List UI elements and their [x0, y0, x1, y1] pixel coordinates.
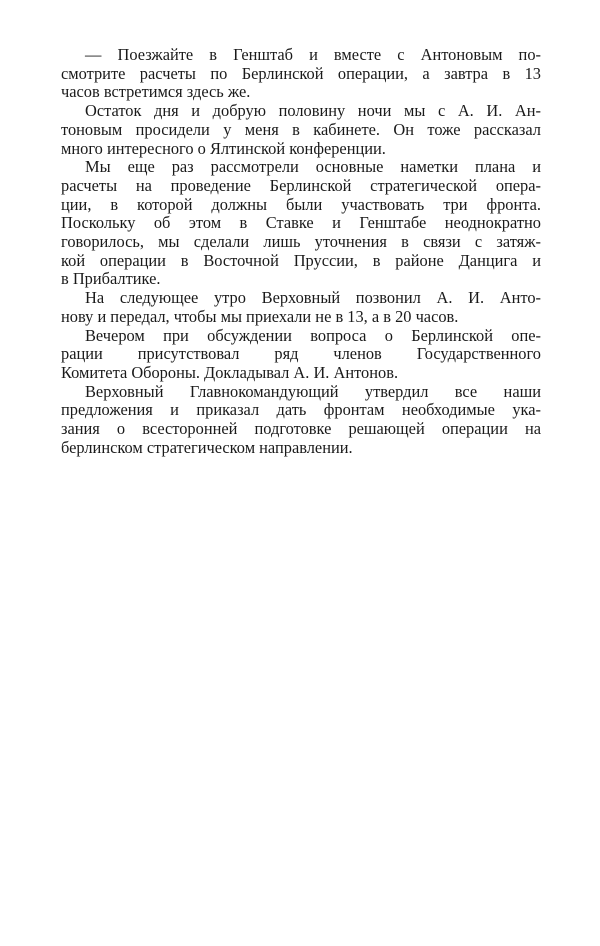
text-line: ции, в которой должны были участвовать три фронта. — [61, 194, 541, 214]
text-line: тоновым просидели у меня в кабинете. Он тоже рассказал — [61, 119, 541, 139]
text-line: Поскольку об этом в Ставке и Генштабе неоднократно — [61, 213, 541, 233]
text-line: расчеты на проведение Берлинской стратегической опера- — [61, 175, 541, 195]
text-line: берлинском стратегическом направлении. — [61, 437, 353, 457]
paragraph — [61, 102, 541, 158]
text-line: в Прибалтике. — [61, 269, 161, 289]
text-line: рации присутствовал ряд членов Государственного — [61, 344, 541, 364]
text-line: нову и передал, чтобы мы приехали не в 13, а в 20 часов. — [61, 306, 459, 326]
paragraph — [61, 46, 541, 102]
text-line: Вечером при обсуждении вопроса о Берлинской опе- — [85, 325, 541, 345]
text-line: кой операции в Восточной Пруссии, в районе Данцига и — [61, 250, 541, 270]
paragraph — [61, 289, 541, 326]
text-line: Мы еще раз рассмотрели основные наметки плана и — [85, 157, 541, 177]
text-line: Верховный Главнокомандующий утвердил все наши — [85, 381, 541, 401]
document-page — [61, 46, 541, 457]
text-line: Комитета Обороны. Докладывал А. И. Антонов. — [61, 362, 399, 382]
text-line: говорилось, мы сделали лишь уточнения в связи с затяж- — [61, 232, 541, 252]
text-line: смотрите расчеты по Берлинской операции, а завтра в 13 — [61, 63, 541, 83]
text-line: — Поезжайте в Генштаб и вместе с Антоновым по- — [85, 45, 541, 64]
paragraph — [61, 158, 541, 289]
paragraph — [61, 327, 541, 383]
text-line: Остаток дня и добрую половину ночи мы с А. И. Ан- — [85, 101, 541, 121]
text-line: зания о всесторонней подготовке решающей операции на — [61, 419, 541, 439]
text-line: много интересного о Ялтинской конференции. — [61, 138, 386, 158]
text-line: На следующее утро Верховный позвонил А. И. Анто- — [85, 288, 541, 308]
text-line: предложения и приказал дать фронтам необходимые ука- — [61, 400, 541, 420]
paragraph — [61, 383, 541, 458]
text-line: часов встретимся здесь же. — [61, 82, 251, 102]
